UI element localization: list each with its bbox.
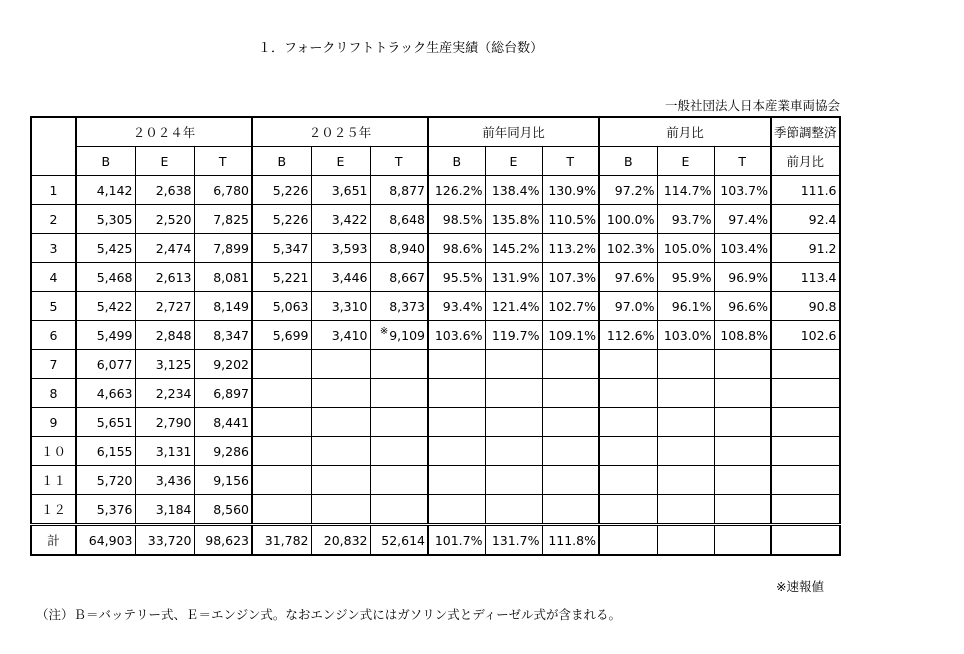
mom-ratio-b [599, 350, 657, 379]
value-2025-t [370, 466, 428, 495]
table-row [31, 263, 840, 292]
mom-ratio-t: 97.4% [714, 205, 771, 234]
mom-ratio-b [599, 495, 657, 525]
yoy-ratio-b: 98.6% [428, 234, 485, 263]
value-2024-b: 5,468 [76, 263, 135, 292]
seasonal-value: 102.6 [771, 321, 840, 350]
yoy-ratio-t [542, 495, 599, 525]
value-2025-b: 5,226 [252, 205, 311, 234]
value-2024-e: 2,234 [135, 379, 194, 408]
value-2025-t: 8,667 [370, 263, 428, 292]
value-2024-t: 6,780 [194, 176, 252, 205]
value-2025-e: 20,832 [311, 525, 370, 556]
mom-ratio-b: 97.0% [599, 292, 657, 321]
yoy-ratio-t [542, 350, 599, 379]
seasonal-value: 111.6 [771, 176, 840, 205]
table-row [31, 205, 840, 234]
month-cell: １１ [31, 466, 76, 495]
value-2025-t [370, 379, 428, 408]
mom-ratio-t [714, 525, 771, 556]
yoy-ratio-t: 109.1% [542, 321, 599, 350]
yoy-ratio-t [542, 437, 599, 466]
yoy-ratio-e [485, 350, 542, 379]
seasonal-value [771, 466, 840, 495]
month-cell: 2 [31, 205, 76, 234]
value-2025-e: 3,422 [311, 205, 370, 234]
yoy-ratio-t: 130.9% [542, 176, 599, 205]
value-2025-t: 8,648 [370, 205, 428, 234]
sub-header-e: E [135, 147, 194, 176]
yoy-ratio-e: 135.8% [485, 205, 542, 234]
mom-ratio-t [714, 437, 771, 466]
value-2025-e: 3,446 [311, 263, 370, 292]
month-cell: 5 [31, 292, 76, 321]
value-2025-t [370, 350, 428, 379]
yoy-ratio-b: 98.5% [428, 205, 485, 234]
yoy-ratio-b: 101.7% [428, 525, 485, 556]
value-2024-t: 9,202 [194, 350, 252, 379]
value-2024-b: 4,142 [76, 176, 135, 205]
sub-header-b: B [252, 147, 311, 176]
value-2025-e [311, 495, 370, 525]
sub-header-t: T [542, 147, 599, 176]
group-header-2025: ２０２５年 [252, 117, 428, 147]
table-row [31, 234, 840, 263]
value-2024-b: 6,077 [76, 350, 135, 379]
yoy-ratio-b [428, 466, 485, 495]
table-row [31, 495, 840, 525]
yoy-ratio-b [428, 379, 485, 408]
mom-ratio-b: 97.2% [599, 176, 657, 205]
mom-ratio-t: 103.7% [714, 176, 771, 205]
yoy-ratio-b: 103.6% [428, 321, 485, 350]
yoy-ratio-b [428, 408, 485, 437]
month-cell: 7 [31, 350, 76, 379]
sub-header-b: B [76, 147, 135, 176]
month-cell: １０ [31, 437, 76, 466]
value-2025-b [252, 495, 311, 525]
value-2024-t: 7,825 [194, 205, 252, 234]
value-2025-b: 31,782 [252, 525, 311, 556]
value-2024-e: 2,638 [135, 176, 194, 205]
value-2024-b: 5,305 [76, 205, 135, 234]
value-2024-e: 2,520 [135, 205, 194, 234]
yoy-ratio-e [485, 495, 542, 525]
yoy-ratio-e [485, 408, 542, 437]
preliminary-note: ※速報値 [776, 579, 824, 594]
value-2024-e: 3,125 [135, 350, 194, 379]
value-2025-t: 8,373 [370, 292, 428, 321]
value-2024-e: 2,790 [135, 408, 194, 437]
month-cell: 3 [31, 234, 76, 263]
production-table [30, 116, 841, 556]
value-2025-e [311, 437, 370, 466]
mom-ratio-t: 103.4% [714, 234, 771, 263]
seasonal-value [771, 408, 840, 437]
total-row [31, 525, 840, 556]
table-row [31, 176, 840, 205]
value-2025-b: 5,226 [252, 176, 311, 205]
yoy-ratio-e: 121.4% [485, 292, 542, 321]
value-2025-b [252, 408, 311, 437]
mom-ratio-e: 103.0% [657, 321, 714, 350]
value-2025-b: 5,699 [252, 321, 311, 350]
table-row [31, 321, 840, 350]
yoy-ratio-t: 111.8% [542, 525, 599, 556]
value-2025-e [311, 466, 370, 495]
mom-ratio-t [714, 350, 771, 379]
mom-ratio-b: 100.0% [599, 205, 657, 234]
value-2024-t: 98,623 [194, 525, 252, 556]
month-cell: 9 [31, 408, 76, 437]
seasonal-value [771, 495, 840, 525]
value-2024-b: 64,903 [76, 525, 135, 556]
seasonal-value [771, 379, 840, 408]
mom-ratio-t: 96.9% [714, 263, 771, 292]
organization-name: 一般社団法人日本産業車両協会 [664, 98, 840, 113]
mom-ratio-e [657, 525, 714, 556]
mom-ratio-e: 105.0% [657, 234, 714, 263]
page-title: １．フォークリフトトラック生産実績（総台数） [258, 41, 544, 56]
sub-header-t: T [714, 147, 771, 176]
mom-ratio-b: 112.6% [599, 321, 657, 350]
mom-ratio-e: 93.7% [657, 205, 714, 234]
month-cell: 1 [31, 176, 76, 205]
yoy-ratio-b: 93.4% [428, 292, 485, 321]
seasonal-value [771, 437, 840, 466]
yoy-ratio-e [485, 437, 542, 466]
value-2024-t: 8,441 [194, 408, 252, 437]
mom-ratio-b [599, 408, 657, 437]
value-2024-e: 3,184 [135, 495, 194, 525]
value-2025-t: 8,940 [370, 234, 428, 263]
yoy-ratio-t: 110.5% [542, 205, 599, 234]
value-2025-e [311, 350, 370, 379]
corner-cell [31, 117, 76, 176]
value-2024-b: 5,720 [76, 466, 135, 495]
yoy-ratio-e: 119.7% [485, 321, 542, 350]
sub-header-e: E [311, 147, 370, 176]
value-2024-b: 5,422 [76, 292, 135, 321]
value-2024-t: 6,897 [194, 379, 252, 408]
mom-ratio-b [599, 437, 657, 466]
mom-ratio-e: 95.9% [657, 263, 714, 292]
value-2025-t [370, 495, 428, 525]
sub-header-t: T [194, 147, 252, 176]
yoy-ratio-e: 138.4% [485, 176, 542, 205]
value-2024-e: 3,436 [135, 466, 194, 495]
value-2025-b: 5,221 [252, 263, 311, 292]
yoy-ratio-t: 107.3% [542, 263, 599, 292]
sub-header-t: T [370, 147, 428, 176]
sub-header-e: E [657, 147, 714, 176]
value-2024-t: 8,560 [194, 495, 252, 525]
value-2024-b: 4,663 [76, 379, 135, 408]
value-2024-t: 8,347 [194, 321, 252, 350]
value-2025-b: 5,347 [252, 234, 311, 263]
table-row [31, 408, 840, 437]
mom-ratio-b [599, 466, 657, 495]
value-2024-t: 8,149 [194, 292, 252, 321]
month-cell: 8 [31, 379, 76, 408]
seasonal-header-line1: 季節調整済 [771, 117, 840, 147]
mom-ratio-e [657, 437, 714, 466]
value-2025-t [370, 408, 428, 437]
mom-ratio-e [657, 379, 714, 408]
preliminary-mark: ※ [379, 325, 389, 337]
yoy-ratio-b [428, 350, 485, 379]
yoy-ratio-t: 113.2% [542, 234, 599, 263]
group-header-yoy: 前年同月比 [428, 117, 599, 147]
yoy-ratio-e [485, 379, 542, 408]
value-2024-t: 7,899 [194, 234, 252, 263]
month-cell: １２ [31, 495, 76, 525]
mom-ratio-b [599, 525, 657, 556]
value-2024-e: 2,474 [135, 234, 194, 263]
value-2024-e: 33,720 [135, 525, 194, 556]
footnote: （注）Ｂ＝バッテリー式、Ｅ＝エンジン式。なおエンジン式にはガソリン式とディーゼル式が含まれる。 [36, 607, 622, 622]
seasonal-value: 92.4 [771, 205, 840, 234]
value-2024-t: 8,081 [194, 263, 252, 292]
seasonal-header-line2: 前月比 [771, 147, 840, 176]
mom-ratio-b [599, 379, 657, 408]
table-row [31, 466, 840, 495]
value-2024-e: 2,727 [135, 292, 194, 321]
yoy-ratio-b: 126.2% [428, 176, 485, 205]
month-cell: 4 [31, 263, 76, 292]
value-2025-e [311, 408, 370, 437]
yoy-ratio-b [428, 495, 485, 525]
seasonal-value: 91.2 [771, 234, 840, 263]
value-2024-e: 2,848 [135, 321, 194, 350]
month-cell: 計 [31, 525, 76, 556]
value-2024-b: 5,499 [76, 321, 135, 350]
sub-header-b: B [599, 147, 657, 176]
value-2025-e: 3,410 [311, 321, 370, 350]
value-2025-e [311, 379, 370, 408]
yoy-ratio-e: 145.2% [485, 234, 542, 263]
value-2024-b: 5,376 [76, 495, 135, 525]
value-2025-e: 3,651 [311, 176, 370, 205]
mom-ratio-t [714, 408, 771, 437]
yoy-ratio-e: 131.9% [485, 263, 542, 292]
value-2025-e: 3,593 [311, 234, 370, 263]
yoy-ratio-t [542, 466, 599, 495]
table-row [31, 437, 840, 466]
mom-ratio-t: 108.8% [714, 321, 771, 350]
value-2025-e: 3,310 [311, 292, 370, 321]
mom-ratio-t [714, 466, 771, 495]
mom-ratio-e [657, 466, 714, 495]
cell-value: 9,109 [389, 327, 425, 343]
value-2025-b [252, 466, 311, 495]
yoy-ratio-t: 102.7% [542, 292, 599, 321]
value-2024-e: 2,613 [135, 263, 194, 292]
seasonal-value [771, 350, 840, 379]
value-2024-b: 6,155 [76, 437, 135, 466]
yoy-ratio-e [485, 466, 542, 495]
value-2025-t: 52,614 [370, 525, 428, 556]
value-2025-t: 8,877 [370, 176, 428, 205]
mom-ratio-t [714, 495, 771, 525]
value-2024-b: 5,651 [76, 408, 135, 437]
yoy-ratio-b [428, 437, 485, 466]
yoy-ratio-b: 95.5% [428, 263, 485, 292]
value-2025-t [370, 437, 428, 466]
value-2025-b: 5,063 [252, 292, 311, 321]
mom-ratio-b: 102.3% [599, 234, 657, 263]
value-2025-b [252, 379, 311, 408]
sub-header-b: B [428, 147, 485, 176]
mom-ratio-e: 96.1% [657, 292, 714, 321]
yoy-ratio-t [542, 379, 599, 408]
table-row [31, 350, 840, 379]
value-2024-t: 9,286 [194, 437, 252, 466]
group-header-mom: 前月比 [599, 117, 771, 147]
month-cell: 6 [31, 321, 76, 350]
sub-header-e: E [485, 147, 542, 176]
group-header-2024: ２０２４年 [76, 117, 252, 147]
seasonal-value: 113.4 [771, 263, 840, 292]
yoy-ratio-e: 131.7% [485, 525, 542, 556]
value-2024-b: 5,425 [76, 234, 135, 263]
seasonal-value [771, 525, 840, 556]
value-2025-t [370, 321, 428, 350]
value-2024-e: 3,131 [135, 437, 194, 466]
mom-ratio-t [714, 379, 771, 408]
mom-ratio-e [657, 495, 714, 525]
table-row [31, 379, 840, 408]
table-row [31, 292, 840, 321]
seasonal-value: 90.8 [771, 292, 840, 321]
mom-ratio-t: 96.6% [714, 292, 771, 321]
value-2024-t: 9,156 [194, 466, 252, 495]
mom-ratio-e: 114.7% [657, 176, 714, 205]
mom-ratio-e [657, 350, 714, 379]
mom-ratio-e [657, 408, 714, 437]
value-2025-b [252, 350, 311, 379]
mom-ratio-b: 97.6% [599, 263, 657, 292]
value-2025-b [252, 437, 311, 466]
yoy-ratio-t [542, 408, 599, 437]
